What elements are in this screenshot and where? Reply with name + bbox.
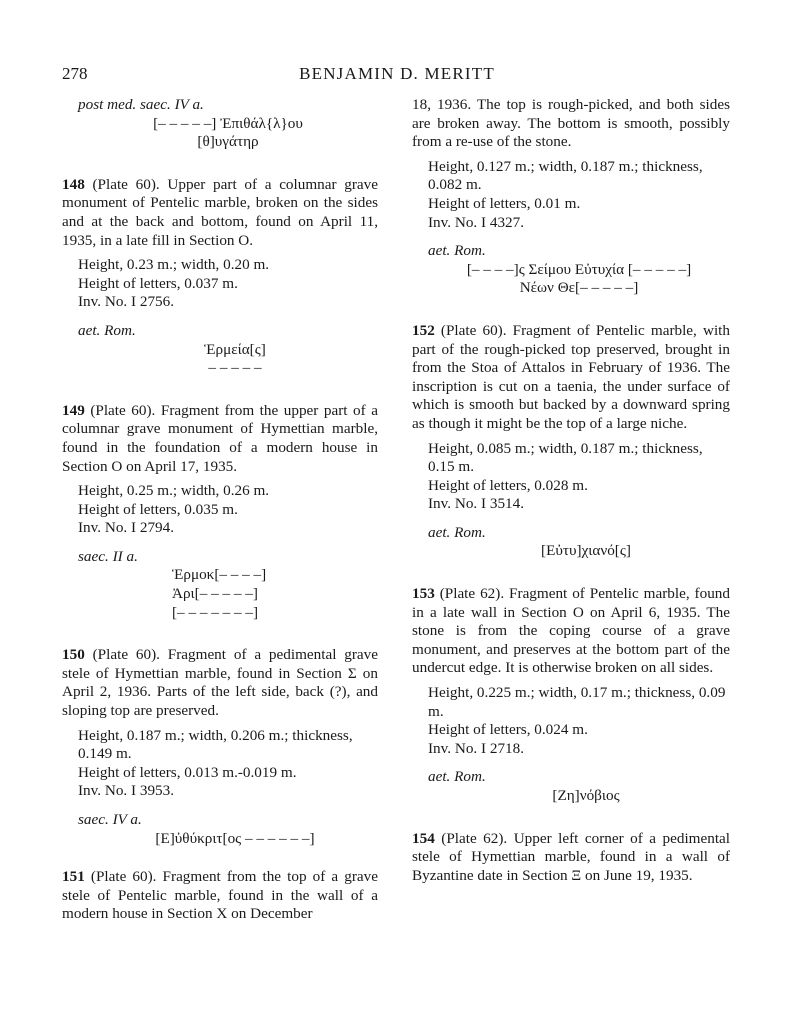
greek-text-line: – – – – – <box>208 359 262 377</box>
dimensions: Height, 0.23 m.; width, 0.20 m. <box>78 256 270 274</box>
letter-height: Height of letters, 0.013 m.-0.019 m. <box>78 763 297 781</box>
page-number: 278 <box>62 64 88 83</box>
catalog-entry-150 <box>62 646 378 720</box>
inventory-number: Inv. No. I 3953. <box>78 782 175 800</box>
greek-text-line: Νέων Θε[– – – – –] <box>519 279 639 297</box>
entry-number: 151 <box>62 868 85 886</box>
catalog-entry-154 <box>412 830 730 886</box>
letter-height: Height of letters, 0.037 m. <box>78 274 238 292</box>
entry-description: (Plate 60). Fragment from the upper part of a columnar grave monument of Hymettian marble, found in the foundation of a modern house in Section O on April 17, 1935. <box>62 401 378 475</box>
inventory-number: Inv. No. I 4327. <box>428 213 525 231</box>
entry-number: 154 <box>412 829 435 847</box>
catalog-entry-151-continued: 18, 1936. The top is rough-picked, and both sides are broken away. The bottom is smooth, possibly from a re-use of the stone. <box>412 96 730 151</box>
inventory-number: Inv. No. I 3514. <box>428 495 525 513</box>
left-column <box>62 96 378 924</box>
entry-number: 148 <box>62 175 85 193</box>
inventory-number: Inv. No. I 2794. <box>78 519 175 537</box>
greek-text-line: Ἑρμεία[ς] <box>204 340 266 358</box>
greek-text-line: [Ζη]νόβιος <box>552 787 620 804</box>
greek-text-line: [Εὐτυ]χιανό[ς] <box>541 542 631 560</box>
entry-description: (Plate 60). Fragment of a pedimental grave stele of Hymettian marble, found in Section Σ on April 2, 1936. Parts of the left side, back (?), and sloping top are preserved. <box>62 646 378 720</box>
entry-number: 149 <box>62 401 85 419</box>
entry-description: (Plate 60). Fragment of Pentelic marble, with part of the rough-picked top preserved, brought in from the Stoa of Attalos in February of 1936. The inscription is cut on a taenia, the under surface of which is smooth but backed by a downward spring as though it might be the top of a large niche. <box>412 321 730 432</box>
catalog-entry-148 <box>62 176 378 250</box>
catalog-entry-152 <box>412 322 730 434</box>
dimensions: Height, 0.25 m.; width, 0.26 m. <box>78 482 270 500</box>
letter-height: Height of letters, 0.035 m. <box>78 500 238 518</box>
running-head: BENJAMIN D. MERITT <box>299 64 495 83</box>
epoch-label: aet. Rom. <box>78 321 136 339</box>
dimensions: Height, 0.127 m.; width, 0.187 m.; thickness, 0.082 m. <box>428 157 703 194</box>
letter-height: Height of letters, 0.01 m. <box>428 194 581 212</box>
greek-text-line: [– – – –]ς Σείμου Εὐτυχία [– – – – –] <box>466 260 692 278</box>
epoch-label: aet. Rom. <box>428 242 486 260</box>
greek-text-line: Ἀρι[– – – – –] <box>172 585 258 603</box>
inventory-number: Inv. No. I 2756. <box>78 293 175 311</box>
entry-description: (Plate 60). Fragment from the top of a grave stele of Pentelic marble, found in the wall of a modern house in Section X on December <box>62 868 378 923</box>
entry-description: (Plate 62). Fragment of Pentelic marble, found in a late wall in Section O on April 6, 1935. The stone is from the coping course of a grave monument, and preserves at the bottom part of the undercut edge. It is otherwise broken on all sides. <box>412 585 730 677</box>
inventory-number: Inv. No. I 2718. <box>428 739 525 757</box>
epoch-label: aet. Rom. <box>428 523 486 541</box>
catalog-entry-151 <box>62 868 378 924</box>
catalog-entry-153 <box>412 585 730 678</box>
catalog-entry-149 <box>62 402 378 476</box>
entry-number: 152 <box>412 321 435 339</box>
greek-text-line: Ἑρμοκ[– – – –] <box>172 566 267 584</box>
dimensions: Height, 0.225 m.; width, 0.17 m.; thickness, 0.09 m. <box>428 684 726 720</box>
greek-text-line: [θ]υγάτηρ <box>197 133 259 151</box>
epoch-label: aet. Rom. <box>428 768 486 786</box>
epoch-label: post med. saec. IV a. <box>78 96 204 113</box>
epoch-label: saec. II a. <box>78 547 138 565</box>
dimensions: Height, 0.187 m.; width, 0.206 m.; thickness, 0.149 m. <box>78 726 353 763</box>
dimensions: Height, 0.085 m.; width, 0.187 m.; thickness, 0.15 m. <box>428 439 703 476</box>
greek-text-line: [– – – – – – –] <box>172 603 259 621</box>
greek-text-line: [Ε]ὐθύκριτ[ος – – – – – –] <box>155 829 315 847</box>
entry-description: (Plate 62). Upper left corner of a pedimental stele of Hymettian marble, found in a wall of Byzantine date in Section Ξ on June 19, 1935. <box>412 829 730 884</box>
entry-number: 153 <box>412 585 435 603</box>
letter-height: Height of letters, 0.028 m. <box>428 476 588 494</box>
epoch-label: saec. IV a. <box>78 811 142 828</box>
entry-number: 150 <box>62 646 85 664</box>
page-header <box>62 64 732 88</box>
greek-text-line: [– – – – –] Ἐπιθάλ{λ}ου <box>153 114 303 132</box>
entry-description: (Plate 60). Upper part of a columnar grave monument of Pentelic marble, broken on the sides and at the back and bottom, found on April 11, 1935, in a late fill in Section O. <box>62 175 378 249</box>
letter-height: Height of letters, 0.024 m. <box>428 721 588 739</box>
right-column <box>412 96 730 885</box>
